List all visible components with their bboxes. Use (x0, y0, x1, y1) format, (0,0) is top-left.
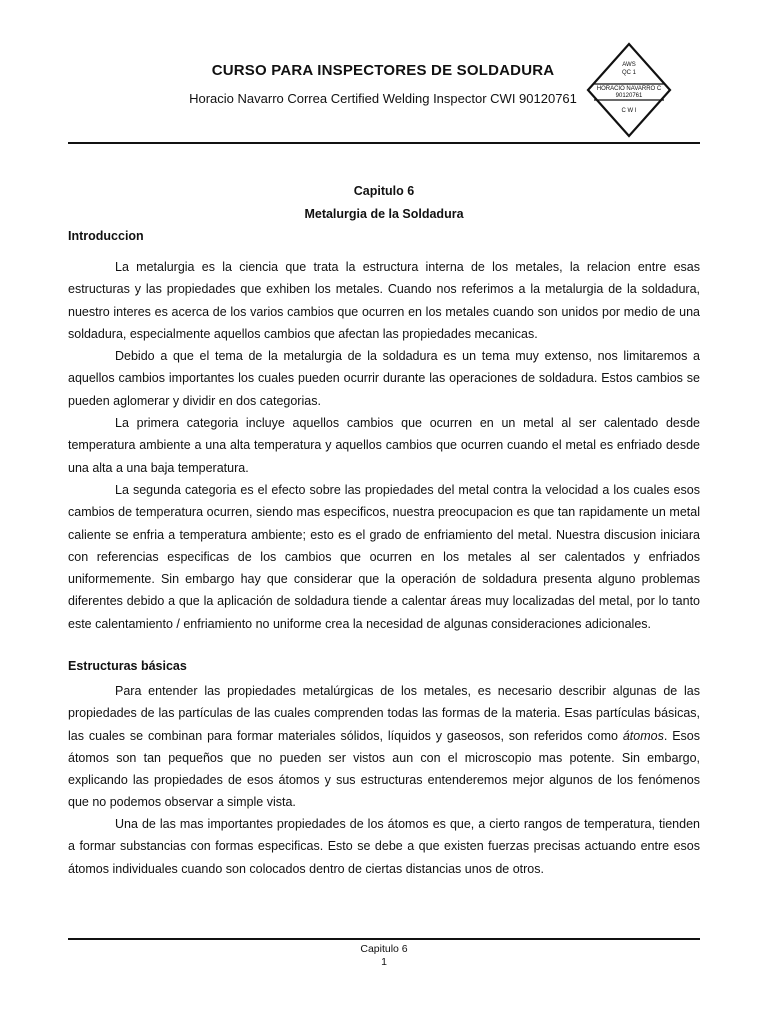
course-title: CURSO PARA INSPECTORES DE SOLDADURA (211, 62, 555, 79)
chapter-number: Capitulo 6 (353, 184, 415, 198)
section-heading-intro: Introduccion (68, 229, 144, 243)
seal-line-3: HORACIO NAVARRO C (596, 86, 662, 92)
paragraph: Debido a que el tema de la metalurgia de la soldadura es un tema muy extenso, nos limitaremos a aquellos cambios importantes los cuales pueden ocurrir durante las operaciones de soldadura. Estos cambios se pueden aglomerar y dividir en dos categorias. (68, 349, 700, 408)
seal-line-2: QC 1 (621, 70, 636, 76)
paragraph: La metalurgia es la ciencia que trata la estructura interna de los metales, la relacion entre esas estructuras y las propiedades que exhiben los metales. Cuando nos referimos a la metalurgia de la soldadura, nuestro interes es acerca de los varios cambios que ocurren en los metales cuando son unidos por medio de una soldadura, especialmente aquellos cambios que afectan las propiedades mecanicas. (68, 260, 700, 341)
author-line: Horacio Navarro Correa Certified Welding Inspector CWI 90120761 (189, 91, 577, 106)
paragraph: Para entender las propiedades metalúrgicas de los metales, es necesario describir algunas de las propiedades de las partículas de las cuales comprenden todas las formas de la materia. Esas partículas básicas, las cuales se combinan para formar materiales sólidos, líquidos y gaseosos, son referidos como átomos. Esos átomos son tan pequeños que no pueden ser vistos aun con el microscopio mas potente. Sin embargo, explicando las propiedades de esos átomos y sus estructuras entenderemos mejor algunos de los fenómenos que no podemos observar a simple vista. (68, 684, 700, 810)
emphasis-atomos: átomos (622, 728, 664, 743)
footer-rule (68, 938, 700, 940)
paragraph: La segunda categoria es el efecto sobre las propiedades del metal contra la velocidad a los cuales esos cambios de temperatura ocurren, siendo mas especificos, nuestra preocupacion es que tan rapidamente un metal caliente se enfria a temperatura ambiente; esto es el grado de enfriamiento del metal. Nuestra discusion iniciara con referencias especificas de los cambios que ocurren en los metales al ser calentados y enfriados uniformemente. Sin embargo hay que considerar que la operación de soldadura presenta alguno problemas diferentes debido a que la aplicación de soldadura tiende a calentar áreas muy localizadas del metal, por lo tanto este calentamiento / enfriamiento no uniforme crea la necesidad de algunas consideraciones adicionales. (68, 483, 700, 631)
seal-line-4: 90120761 (615, 93, 643, 99)
chapter-title: Metalurgia de la Soldadura (304, 207, 464, 221)
page-number: 1 (381, 956, 387, 968)
seal-line-1: AWS (622, 62, 636, 68)
paragraph: La primera categoria incluye aquellos cambios que ocurren en un metal al ser calentado desde temperatura ambiente a una alta temperatura y aquellos cambios que ocurren cuando el metal es enfriado desde una alta a una baja temperatura. (68, 416, 700, 475)
seal-line-5: C W I (621, 108, 637, 114)
footer-chapter: Capitulo 6 (360, 943, 408, 955)
paragraph: Una de las mas importantes propiedades de los átomos es que, a cierto rangos de temperatura, tienden a formar substancias con formas especificas. Esto se debe a que existen fuerzas precisas actuando entre esos átomos individuales cuando son colocados dentro de ciertas distancias unos de otros. (68, 817, 700, 876)
header-rule (68, 142, 700, 144)
section-heading-structures: Estructuras básicas (68, 659, 187, 673)
